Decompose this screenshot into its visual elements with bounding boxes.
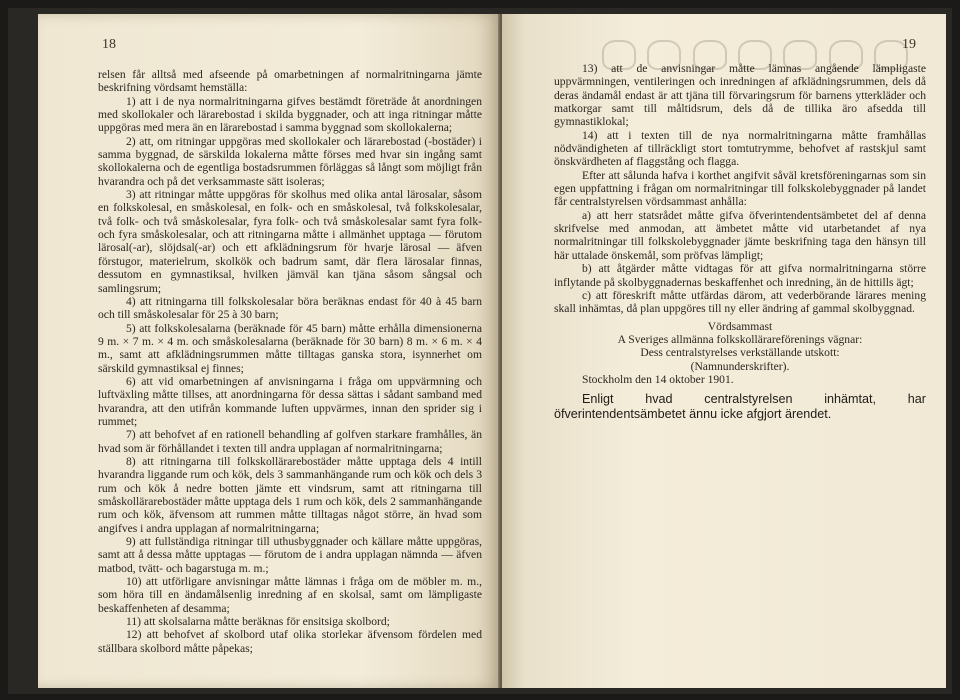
list-item: 3) att ritningar måtte uppgöras för skolhus med olika antal lärosalar, såsom en folkskolesal, en småskolesal, en folk- och en småskolesal, två folkskolesalar, två folk- och två småskolesalar, fyra folk- och två småskolesalar samt fyra folk- och fyra småskolesalar, och att ritningarna måtte i allmänhet upptaga — förutom lärosal(-ar), slöjdsal(-ar) och ett afklädningsrum för hvarje lärosal — äfven förstugor, materielrum, skolkök och badrum samt, där flera lärosalar finnas, dessutom en gymnastiksal, hvilken jämväl kan tjäna såsom sångsal och samlingsrum; — [98, 188, 482, 295]
list-item: 8) att ritningarna till folkskollärarebostäder måtte upptaga dels 4 intill hvarandra liggande rum och kök, dels 3 sammanhängande rum och kök och dels 3 rum och kök å nedre botten jämte ett vindsrum, samt att ritningarna till småskollärarebostäder måtte upptaga dels 1 rum och kök, dels 2 sammanhängande rum och kök, äfvensom att rummen måtte tilltagas något större, än hvad som angifves i andra upplagan af normalritningarna; — [98, 454, 482, 535]
book-spread — [8, 8, 952, 694]
paragraph: Efter att sålunda hafva i korthet angifvit såväl kretsföreningarnas som sin egen uppfattning i frågan om normalritningar till folkskolebyggnader på landet får centralstyrelsen vördsammast anhålla: — [554, 168, 926, 209]
list-item: c) att föreskrift måtte utfärdas därom, att vederbörande lärares mening skall inhämtas, då plan uppgöres till ny eller ändring af gammal skolbyggnad. — [554, 288, 926, 316]
list-item: 10) att utförligare anvisningar måtte lämnas i fråga om de möbler m. m., som höra till en ändamålsenlig inredning af en skolsal, samt om lämpligaste beskaffenheten af desamma; — [98, 575, 482, 615]
list-item: 11) att skolsalarna måtte beräknas för ensitsiga skolbord; — [126, 615, 390, 629]
list-item: 5) att folkskolesalarna (beräknade för 45 barn) måtte erhålla dimensionerna 9 m. × 7 m. × 4 m. och småskolesalarna (beräknade för 30 barn) 8 m. × 6 m. × 4 m., samt att afklädningsrummen måtte tilltagas ganska stora, isynnerhet om särskild gymnastiksal ej finnes; — [98, 321, 482, 375]
list-item: 9) att fullständiga ritningar till uthusbyggnader och källare måtte uppgöras, samt att å dessa måtte upptagas — förutom de i andra upplagan nämnda — äfven matbod, tvätt- och bagarstuga m. m.; — [98, 535, 482, 575]
list-item: 12) att behofvet af skolbord utaf olika storlekar äfvensom fördelen med ställbara skolbord måtte påpekas; — [98, 628, 482, 655]
list-item: 14) att i texten till de nya normalritningarna måtte framhållas nödvändigheten af tillräckligt stort tomtutrymme, behofvet af rastskjul samt önskvärdheten af flaggstång och flagga. — [554, 128, 926, 169]
list-item: 13) att de anvisningar måtte lämnas angående lämpligaste uppvärmningen, ventileringen och inredningen af afklädningsrummen, dels då deras ändamål endast är att tjäna till förvaringsrum för barnens ytterkläder och matkorgar samt till måltidsrum, dels då de tillika äro afsedda till gymnastiklokal; — [554, 62, 926, 129]
left-page-text — [98, 68, 482, 655]
board: Dess centralstyrelses verkställande utskott: — [640, 346, 840, 360]
place-date: Stockholm den 14 oktober 1901. — [582, 372, 734, 386]
editorial-note: Enligt hvad centralstyrelsen inhämtat, har öfverintendentsämbetet ännu icke afgjort ärendet. — [554, 392, 926, 421]
list-item: 1) att i de nya normalritningarna gifves bestämdt företräde åt anordningen med skollokaler och lärarebostad i skilda byggnader, och att inga ritningar måtte uppgöras med mera än en lärarebostad i samma byggnad som skollokalerna; — [98, 94, 482, 135]
paragraph: relsen får alltså med afseende på omarbetningen af normalritningarna jämte beskrifning vördsamt hemställa: — [98, 68, 482, 95]
list-item: 4) att ritningarna till folkskolesalar böra beräknas endast för 40 à 45 barn och till småskolesalar för 25 à 30 barn; — [98, 294, 482, 322]
list-item: 6) att vid omarbetningen af anvisningarna i fråga om uppvärmning och luftväxling måtte tillses, att anordningarna för dessa sättas i sådant samband med hvarandra, att den utifrån kommande luften uppvärmes, innan den sprider sig i rummet; — [98, 374, 482, 428]
page-number-left: 18 — [102, 37, 116, 52]
right-page — [502, 14, 946, 688]
closing: Vördsammast — [707, 319, 773, 333]
left-page — [38, 14, 500, 688]
list-item: 7) att behofvet af en rationell behandling af golfven starkare framhålles, än hvad som är förhållandet i texten till andra upplagan af normalritningarna; — [98, 428, 482, 455]
organization: A Sveriges allmänna folkskollärareförenings vägnar: — [617, 332, 863, 346]
list-item: a) att herr statsrådet måtte gifva öfverintendentsämbetet del af denna skrifvelse med anmodan, att ämbetet måtte vid utarbetandet af nya normalritningar till folkskolebyggnader jämte beskrifning taga den hänsyn till här uttalade önskemål, som pröfvas lämpligt; — [554, 208, 926, 262]
signatures: (Namnunderskrifter). — [690, 359, 790, 373]
list-item: b) att åtgärder måtte vidtagas för att gifva normalritningarna större inflytande på skolbyggnadernas beskaffenhet och inredning, än de hittills ägt; — [554, 262, 926, 289]
list-item: 2) att, om ritningar uppgöras med skollokaler och lärarebostad (-bostäder) i samma byggnad, de särskilda lokalerna måtte förses med hvar sin ingång samt skollokalerna och de egentliga bostadsrummen förläggas så långt som möjligt från hvarandra och på det verksammaste sätt isoleras; — [98, 134, 482, 188]
page-number-right: 19 — [902, 37, 916, 52]
right-page-text — [554, 62, 926, 421]
